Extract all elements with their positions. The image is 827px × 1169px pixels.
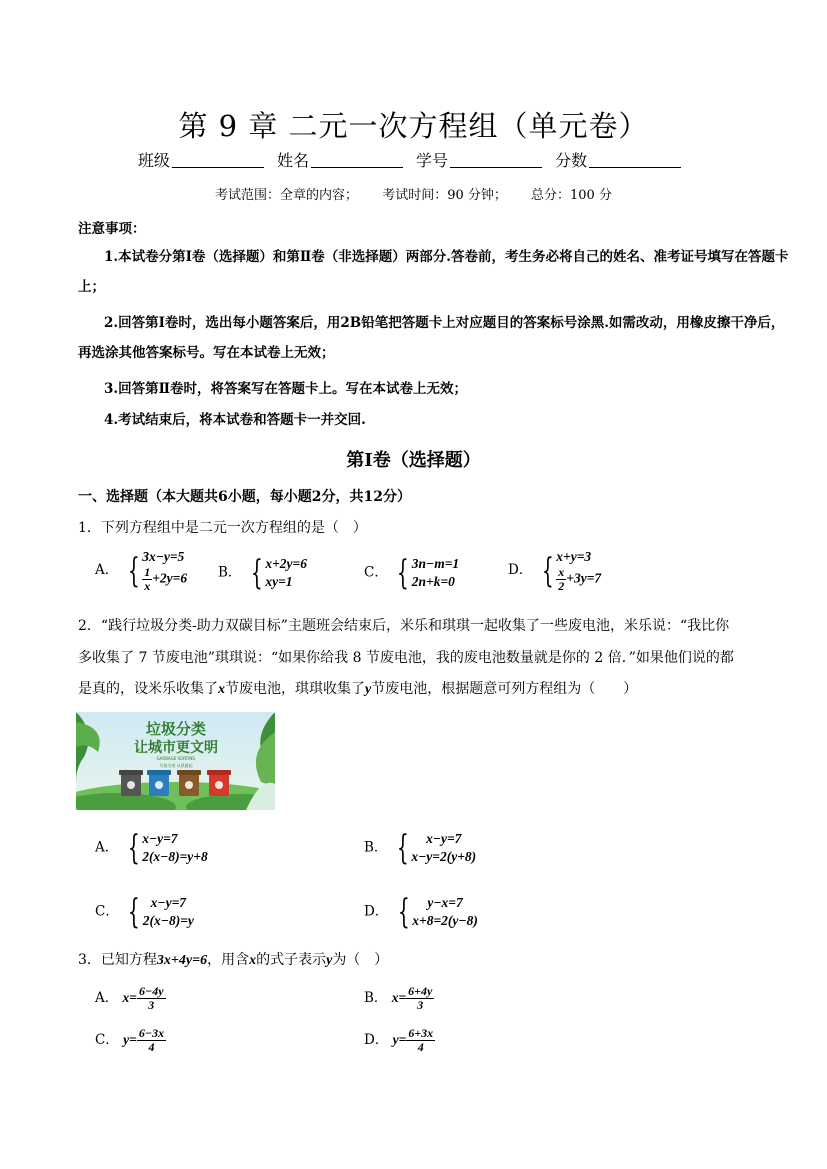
variable-y: y (326, 953, 333, 968)
exam-time: 考试时间：90 分钟； (382, 188, 507, 203)
equation-lhs: x= (391, 990, 407, 1005)
score-blank (589, 153, 681, 168)
student-id-blank (450, 153, 542, 168)
q3-option-a[interactable] (95, 985, 166, 1012)
equation: +2y=6 (152, 570, 188, 586)
equation: x+8=2(y−8) (412, 913, 478, 928)
equation-lhs: y= (123, 1032, 137, 1047)
option-label: D． (364, 1032, 389, 1048)
fraction-numerator: x (558, 565, 565, 579)
equation: 2(x−8)=y (142, 913, 194, 928)
equation: x+y=3 (556, 549, 592, 564)
equation: x−y=7 (150, 895, 187, 910)
picture-heading-2: 让城市更文明 (134, 740, 218, 756)
exam-info (0, 184, 827, 203)
question-1-stem: 1．下列方程组中是二元一次方程组的是（ ） (78, 520, 367, 536)
equation: x−y=2(y+8) (411, 849, 477, 864)
q1-option-b[interactable]: B． { x+2y=6 xy=1 (218, 553, 307, 593)
fraction-denominator: 2 (558, 579, 565, 593)
option-label: D． (508, 562, 533, 578)
notice-item-text: 1.本试卷分第Ⅰ卷（选择题）和第Ⅱ卷（非选择题）两部分.答卷前，考生务必将自己的姓名、准考证号填写在答题卡上； (78, 249, 789, 295)
page-title: 第 9 章 二元一次方程组（单元卷） (178, 109, 649, 143)
notice-item-1 (78, 242, 790, 302)
student-info-row (0, 148, 827, 171)
fraction-denominator: 4 (417, 1040, 424, 1054)
question-2-line-2: 多收集了 7 节废电池”琪琪说：“如果你给我 8 节废电池，我的废电池数量就是你的 2 倍．”如果他们说的都 (78, 650, 734, 666)
name-blank (311, 153, 403, 168)
q2-option-d[interactable]: D． { y−x=7 x+8=2(y−8) (364, 892, 478, 932)
q2-option-c[interactable]: C． { x−y=7 2(x−8)=y (95, 892, 194, 932)
notice-item-4 (78, 405, 790, 435)
notice-heading: 注意事项： (78, 221, 146, 237)
fraction-denominator: 3 (417, 998, 424, 1012)
equation: +3y=7 (566, 570, 602, 586)
notice-item-2 (78, 308, 790, 368)
q1-option-d[interactable]: D． { x+y=3 $\frac{x}{2}$ +3y=7 (508, 549, 602, 593)
fraction-numerator: 1 (144, 565, 151, 579)
q3-option-c[interactable] (95, 1027, 166, 1054)
fraction-numerator: 6−3x (138, 1026, 165, 1040)
question-2-line-1: 2．“践行垃圾分类-助力双碳目标”主题班会结束后，米乐和琪琪一起收集了一些废电池，米乐说：“我比你 (78, 618, 730, 634)
option-label: A． (95, 839, 119, 856)
name-label: 姓名 (276, 151, 309, 170)
option-label: A． (95, 990, 119, 1006)
exam-total: 总分：100 分 (531, 188, 612, 203)
q2-option-b[interactable]: B． { x−y=7 x−y=2(y+8) (364, 828, 477, 868)
class-blank (172, 153, 264, 168)
exam-scope: 考试范围：全章的内容； (215, 188, 359, 203)
question-3-stem (78, 944, 790, 977)
notice-item-text: 3.回答第Ⅱ卷时，将答案写在答题卡上。写在本试卷上无效； (104, 381, 467, 397)
q1-option-c[interactable]: C． { 3n−m=1 2n+k=0 (364, 553, 460, 593)
question-2-line-3 (78, 673, 790, 706)
equation: x+2y=6 (265, 556, 307, 571)
option-label: D． (364, 903, 389, 920)
stem-text: 3．已知方程 (78, 952, 157, 968)
equation: 3x−y=5 (142, 549, 185, 564)
option-label: A． (95, 562, 119, 578)
fraction-numerator: 6−4y (139, 984, 164, 998)
equation-lhs: y= (392, 1032, 407, 1047)
stem-text: ，用含 (207, 952, 250, 968)
picture-heading-1: 垃圾分类 (145, 720, 207, 738)
q2-option-a[interactable]: A． { x−y=7 2(x−8)=y+8 (95, 828, 208, 868)
notice-item-text: 2.回答第Ⅰ卷时，选出每小题答案后，用2B铅笔把答题卡上对应题目的答案标号涂黑.如需改动，用橡皮擦干净后，再选涂其他答案标号。写在本试卷上无效； (78, 315, 785, 361)
garbage-sorting-picture (76, 712, 275, 810)
fraction-denominator: x (144, 579, 151, 593)
equation: x−y=7 (142, 831, 178, 846)
option-label: B． (364, 839, 388, 856)
equation: 2n+k=0 (411, 574, 455, 589)
option-label: C． (364, 564, 388, 581)
notice-item-3 (78, 374, 790, 404)
picture-tagline: 垃圾分类 从我做起 (159, 763, 193, 768)
option-label: B． (364, 990, 388, 1006)
q1-option-a[interactable]: A． { 3x−y=5 $\frac{1}{x}$ +2y=6 (95, 549, 188, 593)
option-label: C． (95, 1032, 119, 1048)
fraction-numerator: 6+4y (408, 984, 433, 998)
option-label: C． (95, 903, 119, 920)
student-id-label: 学号 (416, 151, 449, 170)
q3-option-d[interactable] (364, 1027, 435, 1054)
variable-y: y (365, 682, 372, 697)
equation: 3n−m=1 (411, 556, 460, 571)
notice-item-text: 4.考试结束后，将本试卷和答题卡一并交回. (104, 412, 366, 428)
equation: x−y=7 (426, 831, 462, 846)
equation: xy=1 (265, 574, 293, 589)
picture-small-caption: GARBAGE SORTING (156, 756, 196, 761)
stem-text: 节废电池，琪琪收集了 (225, 681, 365, 697)
equation: y−x=7 (427, 895, 463, 910)
section-title: 第Ⅰ卷（选择题） (346, 450, 481, 471)
q3-option-b[interactable] (364, 985, 434, 1012)
stem-text: 是真的，设米乐收集了 (78, 681, 218, 697)
option-label: B． (218, 564, 242, 581)
equation: 2(x−8)=y+8 (142, 849, 208, 864)
fraction-denominator: 4 (148, 1040, 155, 1054)
part-heading: 一、选择题（本大题共6小题，每小题2分，共12分） (78, 489, 411, 505)
stem-text: 节废电池，根据题意可列方程组为（ ） (371, 681, 638, 697)
fraction-numerator: 6+3x (408, 1026, 434, 1040)
variable-x: x (249, 953, 257, 968)
class-label: 班级 (137, 151, 170, 170)
score-label: 分数 (555, 151, 588, 170)
equation-lhs: x= (122, 990, 137, 1005)
stem-text: 为（ ） (332, 952, 389, 968)
variable-x: x (218, 682, 225, 697)
given-equation: 3x+4y=6 (156, 953, 208, 968)
fraction-denominator: 3 (148, 998, 155, 1012)
stem-text: 的式子表示 (256, 952, 327, 968)
